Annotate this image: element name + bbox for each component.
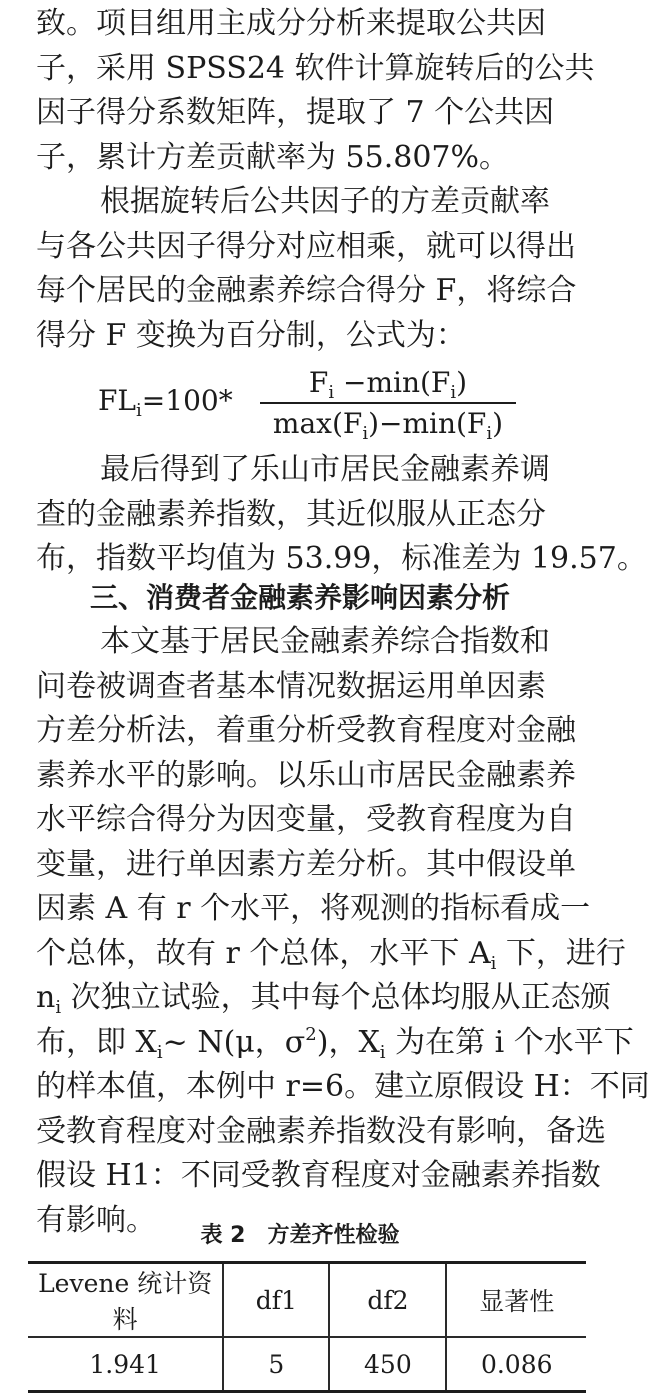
text-line: 布，指数平均值为 53.99，标准差为 19.57。 [36, 541, 647, 576]
text-line: 得分 F 变换为百分制，公式为： [36, 317, 466, 353]
table-cell: 450 [329, 1337, 446, 1392]
text-line: 方差分析法，着重分析受教育程度对金融 [36, 713, 576, 748]
formula-numerator: $F_i -\min(F_i)$ [308, 366, 468, 403]
score-paragraph [36, 180, 584, 358]
text-line: 布，即 $X_i\sim$ N(μ，$\sigma^2$)，$X_i$ 为在第 i 个水平下 [36, 1023, 634, 1063]
table-header-cell: df2 [329, 1263, 446, 1338]
text-line: 变量，进行单因素方差分析。其中假设单 [36, 846, 576, 882]
section-heading: 三、消费者金融素养影响因素分析 [89, 581, 510, 614]
table-cell: 0.086 [446, 1337, 586, 1392]
text-line: 因子得分系数矩阵，提取了 7 个公共因 [36, 95, 555, 130]
variance-homogeneity-table [28, 1261, 586, 1393]
text-line: 个总体，故有 r 个总体，水平下 $A_i$ 下，进行 [36, 935, 626, 974]
table-row [28, 1337, 586, 1392]
text-line: 水平综合得分为因变量，受教育程度为自 [36, 802, 576, 837]
table-cell: 5 [223, 1337, 329, 1392]
table-header-cell: df1 [223, 1263, 329, 1338]
table-header-row [28, 1263, 586, 1338]
formula-fraction [258, 364, 518, 444]
result-paragraph [36, 448, 647, 582]
text-line: 假设 H1：不同受教育程度对金融素养指数 [36, 1158, 601, 1193]
intro-paragraph [36, 2, 595, 180]
text-line: 子，采用 SPSS24 软件计算旋转后的公共 [36, 50, 595, 86]
score-formula [98, 364, 518, 444]
text-line: 每个居民的金融素养综合得分 F，将综合 [36, 273, 577, 308]
text-line: 根据旋转后公共因子的方差贡献率 [100, 184, 550, 219]
text-line: 问卷被调查者基本情况数据运用单因素 [36, 668, 546, 704]
formula-lhs: $FL_i=100*$ [98, 384, 233, 421]
text-line: 与各公共因子得分对应相乘，就可以得出 [36, 228, 576, 264]
text-line: 受教育程度对金融素养指数没有影响，备选 [36, 1113, 606, 1149]
text-line: 致。项目组用主成分分析来提取公共因 [36, 6, 546, 41]
text-line: 因素 A 有 r 个水平，将观测的指标看成一 [36, 891, 591, 926]
table-header-cell: 显著性 [446, 1263, 586, 1338]
table-header-cell: Levene 统计资料 [28, 1263, 223, 1338]
text-line: 本文基于居民金融素养综合指数和 [100, 624, 550, 659]
analysis-paragraph [36, 620, 650, 1243]
table-caption: 表 2 方差齐性检验 [200, 1223, 400, 1248]
text-line: $n_i$ 次独立试验，其中每个总体均服从正态颁 [36, 980, 611, 1018]
table-cell: 1.941 [28, 1337, 223, 1392]
text-line: 查的金融素养指数，其近似服从正态分 [36, 496, 546, 532]
text-line: 子，累计方差贡献率为 55.807%。 [36, 139, 510, 175]
text-line: 有影响。 [36, 1202, 156, 1238]
text-line: 素养水平的影响。以乐山市居民金融素养 [36, 757, 576, 793]
text-line: 最后得到了乐山市居民金融素养调 [100, 452, 550, 487]
text-line: 的样本值，本例中 r=6。建立原假设 H：不同 [36, 1069, 650, 1104]
formula-denominator: $\max(F_i)-\min(F_i)$ [272, 407, 504, 444]
